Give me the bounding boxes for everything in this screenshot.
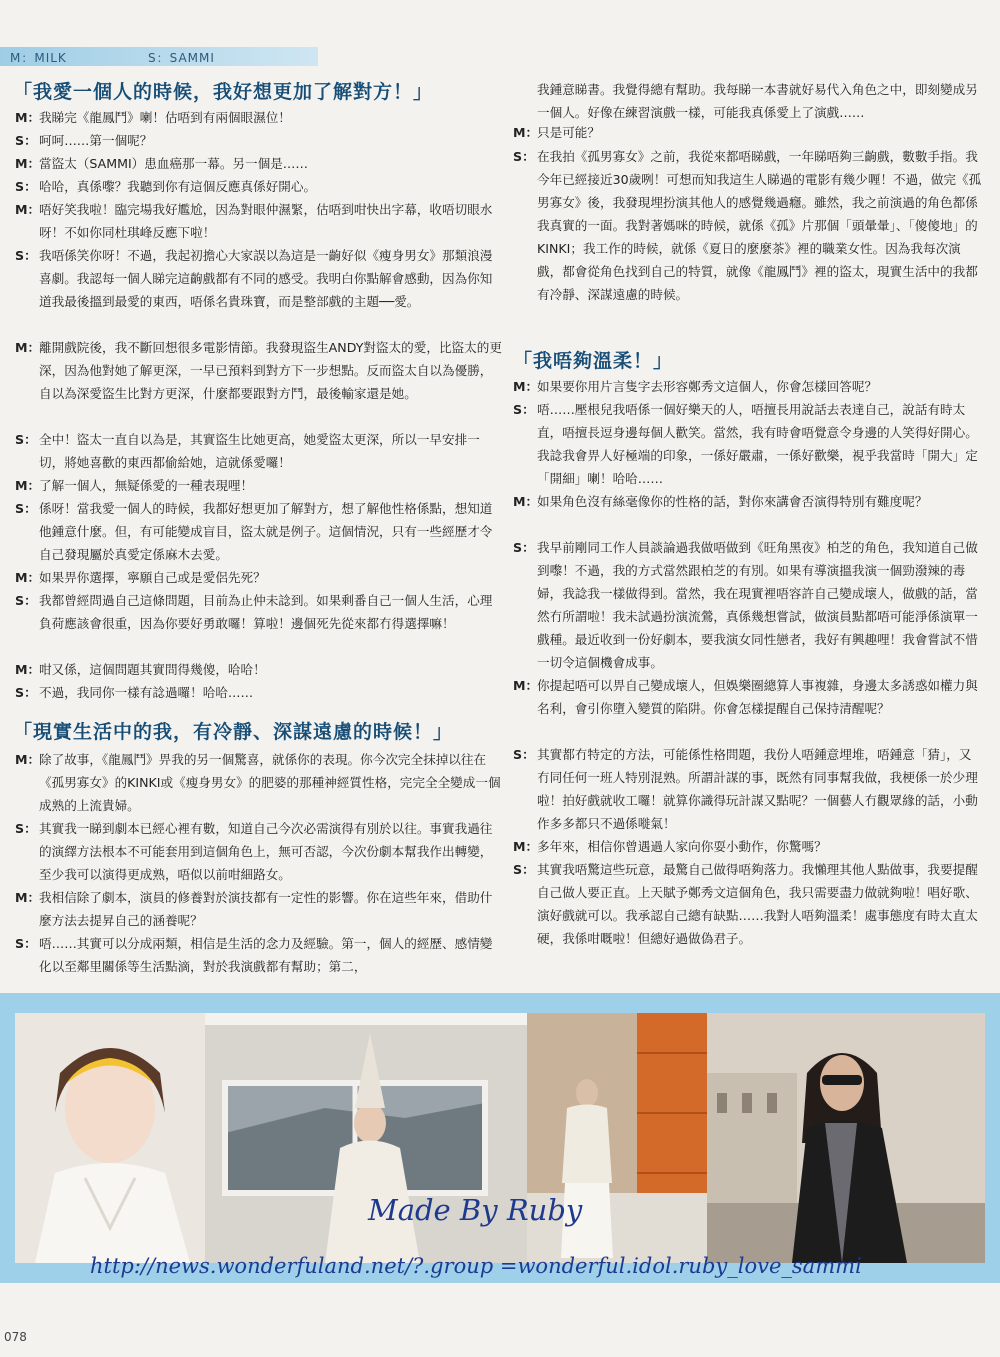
qa-paragraph bbox=[15, 152, 503, 175]
speaker-label: M： bbox=[15, 478, 41, 493]
speaker-label: S： bbox=[15, 936, 37, 951]
speaker-label: S： bbox=[15, 179, 37, 194]
qa-paragraph bbox=[15, 129, 503, 152]
qa-paragraph bbox=[15, 932, 503, 978]
qa-paragraph bbox=[513, 375, 983, 398]
paragraph-text: 如果畀你選擇，寧願自己或是愛侶先死？ bbox=[39, 570, 266, 585]
speaker-label: S： bbox=[15, 501, 37, 516]
qa-paragraph bbox=[15, 474, 503, 497]
paragraph-text: 其實都冇特定的方法，可能係性格問題，我份人唔鍾意埋堆，唔鍾意「猜」，又冇同任何一班人特別混熟。所謂計謀的事，既然有同事幫我做，我梗係一於少理啦！拍好戲就收工囉！就算你識得玩計謀又點呢？一個藝人冇觀眾緣的話，小動作多多都只不過係嘥氣！ bbox=[537, 747, 978, 831]
paragraph-text: 唔……其實可以分成兩類，相信是生活的念力及經驗。第一，個人的經歷、感情變化以至鄰里關係等生活點滴，對於我演戲都有幫助；第二， bbox=[39, 936, 493, 974]
paragraph-text: 其實我一睇到劇本已經心裡有數，知道自己今次必需演得有別於以往。事實我過往的演繹方法根本不可能套用到這個角色上，無可否認，今次份劇本幫我作出轉變，至少我可以演得更成熟，唔似以前咁細路女。 bbox=[39, 821, 493, 882]
qa-paragraph bbox=[15, 198, 503, 244]
paragraph-text: 在我拍《孤男寡女》之前，我從來都唔睇戲，一年睇唔夠三齣戲，數數手指。我今年已經接近30歲咧！可想而知我這生人睇過的電影有幾少喱！不過，做完《孤男寡女》後，我發現埋扮演其他人的感覺幾過癮。雖然，我之前演過的角色都係我真實的一面。我對著媽咪的時候，就係《孤》片那個「頭暈暈」、「傻傻地」的KINKI；我工作的時候，就係《夏日的麼麼茶》裡的職業女性。因為我每次演戲，都會從角色找到自己的特質，就像《龍鳳鬥》裡的盜太，現實生活中的我都有冷靜、深謀遠慮的時候。 bbox=[537, 149, 982, 302]
qa-paragraph bbox=[513, 78, 983, 124]
photo-headband-portrait bbox=[15, 1013, 205, 1263]
qa-paragraph bbox=[15, 175, 503, 198]
qa-paragraph bbox=[513, 674, 983, 720]
qa-paragraph bbox=[15, 589, 503, 635]
speaker-label: M： bbox=[15, 890, 41, 905]
qa-paragraph bbox=[513, 490, 983, 513]
paragraph-text: 我相信除了劇本，演員的修養對於演技都有一定性的影響。你在這些年來，借助什麼方法去提昇自己的涵養呢？ bbox=[39, 890, 493, 928]
paragraph-text: 你提起唔可以畀自己變成壞人，但娛樂圈總算人事複雜，身邊太多誘惑如權力與名利，會引你墮入變質的陷阱。你會怎樣提醒自己保持清醒呢？ bbox=[537, 678, 978, 716]
qa-paragraph bbox=[513, 536, 983, 674]
qa-paragraph bbox=[15, 244, 503, 313]
speaker-label: M： bbox=[15, 156, 41, 171]
speaker-label: M： bbox=[15, 662, 41, 677]
qa-paragraph bbox=[15, 748, 503, 817]
paragraph-text: 如果角色沒有絲毫像你的性格的話，對你來講會否演得特別有難度呢？ bbox=[537, 494, 928, 509]
speaker-label: M： bbox=[15, 202, 41, 217]
watermark-made-by: Made By Ruby bbox=[368, 1193, 583, 1227]
speaker-label: S： bbox=[15, 432, 37, 447]
section-heading-3: 「我唔夠溫柔！」 bbox=[513, 350, 674, 372]
paragraph-text: 離開戲院後，我不斷回想很多電影情節。我發現盜生ANDY對盜太的愛，比盜太的更深，因為他對她了解更深，一早已預料到對方下一步想點。反而盜太自以為優勝，自以為深愛盜生比對方更深，什麼都要跟對方鬥，最後輸家還是她。 bbox=[39, 340, 502, 401]
paragraph-text: 了解一個人，無疑係愛的一種表現哩！ bbox=[39, 478, 254, 493]
speaker-label: M： bbox=[513, 494, 539, 509]
speaker-label: M： bbox=[15, 570, 41, 585]
legend-sammi: S：SAMMI bbox=[148, 51, 215, 65]
section-heading-2: 「現實生活中的我，有冷靜、深謀遠慮的時候！」 bbox=[13, 721, 454, 743]
speaker-label: M： bbox=[513, 379, 539, 394]
qa-paragraph bbox=[15, 106, 503, 129]
paragraph-text: 除了故事，《龍鳳鬥》畀我的另一個驚喜，就係你的表現。你今次完全抹掉以往在《孤男寡女》的KINKI或《瘦身男女》的肥婆的那種神經質性格，完完全全變成一個成熟的上流貴婦。 bbox=[39, 752, 501, 813]
qa-paragraph bbox=[513, 858, 983, 950]
photo-plaza-sunglasses bbox=[707, 1013, 985, 1263]
speaker-label: S： bbox=[513, 540, 535, 555]
paragraph-text: 我唔係笑你呀！不過，我起初擔心大家誤以為這是一齣好似《瘦身男女》那類浪漫喜劇。我認每一個人睇完這齣戲都有不同的感受。我明白你點解會感動，因為你知道我最後搵到最愛的東西，唔係名貴珠寶，而是整部戲的主題──愛。 bbox=[39, 248, 493, 309]
speaker-label: M： bbox=[513, 125, 539, 140]
qa-paragraph bbox=[15, 336, 503, 405]
paragraph-text: 不過，我同你一樣有諗過囉！哈哈…… bbox=[39, 685, 254, 700]
speaker-label: M： bbox=[15, 752, 41, 767]
speaker-label: S： bbox=[513, 862, 535, 877]
speaker-label: S： bbox=[15, 133, 37, 148]
speaker-label: S： bbox=[15, 248, 37, 263]
qa-paragraph bbox=[15, 681, 503, 704]
qa-paragraph bbox=[513, 835, 983, 858]
paragraph-text: 唔好笑我啦！臨完場我好尷尬，因為對眼仲濕緊，估唔到咁快出字幕，收唔切眼水呀！不如你同杜琪峰反應下啦！ bbox=[39, 202, 493, 240]
qa-paragraph bbox=[513, 743, 983, 835]
qa-paragraph bbox=[513, 398, 983, 490]
paragraph-text: 其實我唔驚這些玩意，最驚自己做得唔夠落力。我懶理其他人點做事，我要提醒自己做人要正直。上天賦予鄭秀文這個角色，我只需要盡力做就夠啦！唱好歌、演好戲就可以。我承認自己總有缺點……我對人唔夠溫柔！處事態度有時太直太硬，我係咁嘅啦！但總好過做偽君子。 bbox=[537, 862, 978, 946]
speaker-label: S： bbox=[513, 149, 535, 164]
paragraph-text: 如果要你用片言隻字去形容鄭秀文這個人，你會怎樣回答呢？ bbox=[537, 379, 878, 394]
paragraph-text: 咁又係，這個問題其實問得幾傻，哈哈！ bbox=[39, 662, 266, 677]
paragraph-text: 多年來，相信你曾遇過人家向你耍小動作，你驚嗎？ bbox=[537, 839, 827, 854]
qa-paragraph bbox=[15, 566, 503, 589]
paragraph-text: 唔……壓根兒我唔係一個好樂天的人，唔擅長用說話去表達自己，說話有時太直，唔擅長逗身邊每個人歡笑。當然，我有時會唔覺意令身邊的人笑得好開心。我諗我會畀人好極端的印象，一係好嚴肅，一係好歡樂，視乎我當時「開大」定「開細」喇！哈哈…… bbox=[537, 402, 978, 486]
qa-paragraph bbox=[15, 817, 503, 886]
page-number: 078 bbox=[4, 1330, 27, 1344]
speaker-label: M： bbox=[15, 340, 41, 355]
legend-milk: M：MILK bbox=[10, 51, 67, 65]
paragraph-text: 我早前剛同工作人員談論過我做唔做到《旺角黑夜》柏芝的角色，我知道自己做到嚟！不過，我的方式當然跟柏芝的有別。如果有導演搵我演一個勁潑辣的毒婦，我諗我一樣做得到。當然，我在現實裡唔容許自己變成壞人，做戲的話，當然冇所謂啦！我未試過扮演流鶯，真係幾想嘗試，做演員點都唔可能淨係演單一戲種。最近收到一份好劇本，要我演女同性戀者，我好有興趣哩！我會嘗試不惜一切令這個機會成事。 bbox=[537, 540, 978, 670]
paragraph-text: 我鍾意睇書。我覺得總有幫助。我每睇一本書就好易代入角色之中，即刻變成另一個人。好像在練習演戲一樣，可能我真係愛上了演戲…… bbox=[537, 82, 978, 120]
speaker-label: S： bbox=[513, 402, 535, 417]
paragraph-text: 哈哈，真係嚟？我聽到你有這個反應真係好開心。 bbox=[39, 179, 317, 194]
speaker-label: M： bbox=[513, 839, 539, 854]
paragraph-text: 我睇完《龍鳳鬥》喇！估唔到有兩個眼濕位！ bbox=[39, 110, 291, 125]
section-heading-1: 「我愛一個人的時候，我好想更加了解對方！」 bbox=[13, 81, 434, 103]
qa-paragraph bbox=[513, 145, 983, 306]
speaker-label: M： bbox=[15, 110, 41, 125]
qa-paragraph bbox=[15, 886, 503, 932]
qa-paragraph bbox=[15, 428, 503, 474]
speaker-label: S： bbox=[15, 821, 37, 836]
qa-paragraph bbox=[513, 121, 983, 144]
watermark-url: http://news.wonderfuland.net/?.group =wonderful.idol.ruby_love_sammi bbox=[90, 1254, 862, 1278]
paragraph-text: 我都曾經問過自己這條問題，目前為止仲未諗到。如果剩番自己一個人生活，心理負荷應該會很重，因為你要好勇敢囉！算啦！邊個死先從來都冇得選擇嘛！ bbox=[39, 593, 493, 631]
qa-paragraph bbox=[15, 658, 503, 681]
speaker-label: S： bbox=[513, 747, 535, 762]
paragraph-text: 呵呵……第一個呢？ bbox=[39, 133, 153, 148]
paragraph-text: 係呀！當我愛一個人的時候，我都好想更加了解對方，想了解他性格係點，想知道他鍾意什麼。但，有可能變成盲目，盜太就是例子。這個情況，只有一些經歷才令自己發現屬於真愛定係麻木去愛。 bbox=[39, 501, 493, 562]
paragraph-text: 當盜太（SAMMI）患血癌那一幕。另一個是…… bbox=[39, 156, 308, 171]
speaker-label: M： bbox=[513, 678, 539, 693]
paragraph-text: 只是可能？ bbox=[537, 125, 600, 140]
paragraph-text: 全中！盜太一直自以為是，其實盜生比她更高，她愛盜太更深，所以一早安排一切，將她喜歡的東西都偷給她，這就係愛囉！ bbox=[39, 432, 480, 470]
qa-paragraph bbox=[15, 497, 503, 566]
speaker-label: S： bbox=[15, 593, 37, 608]
speaker-label: S： bbox=[15, 685, 37, 700]
